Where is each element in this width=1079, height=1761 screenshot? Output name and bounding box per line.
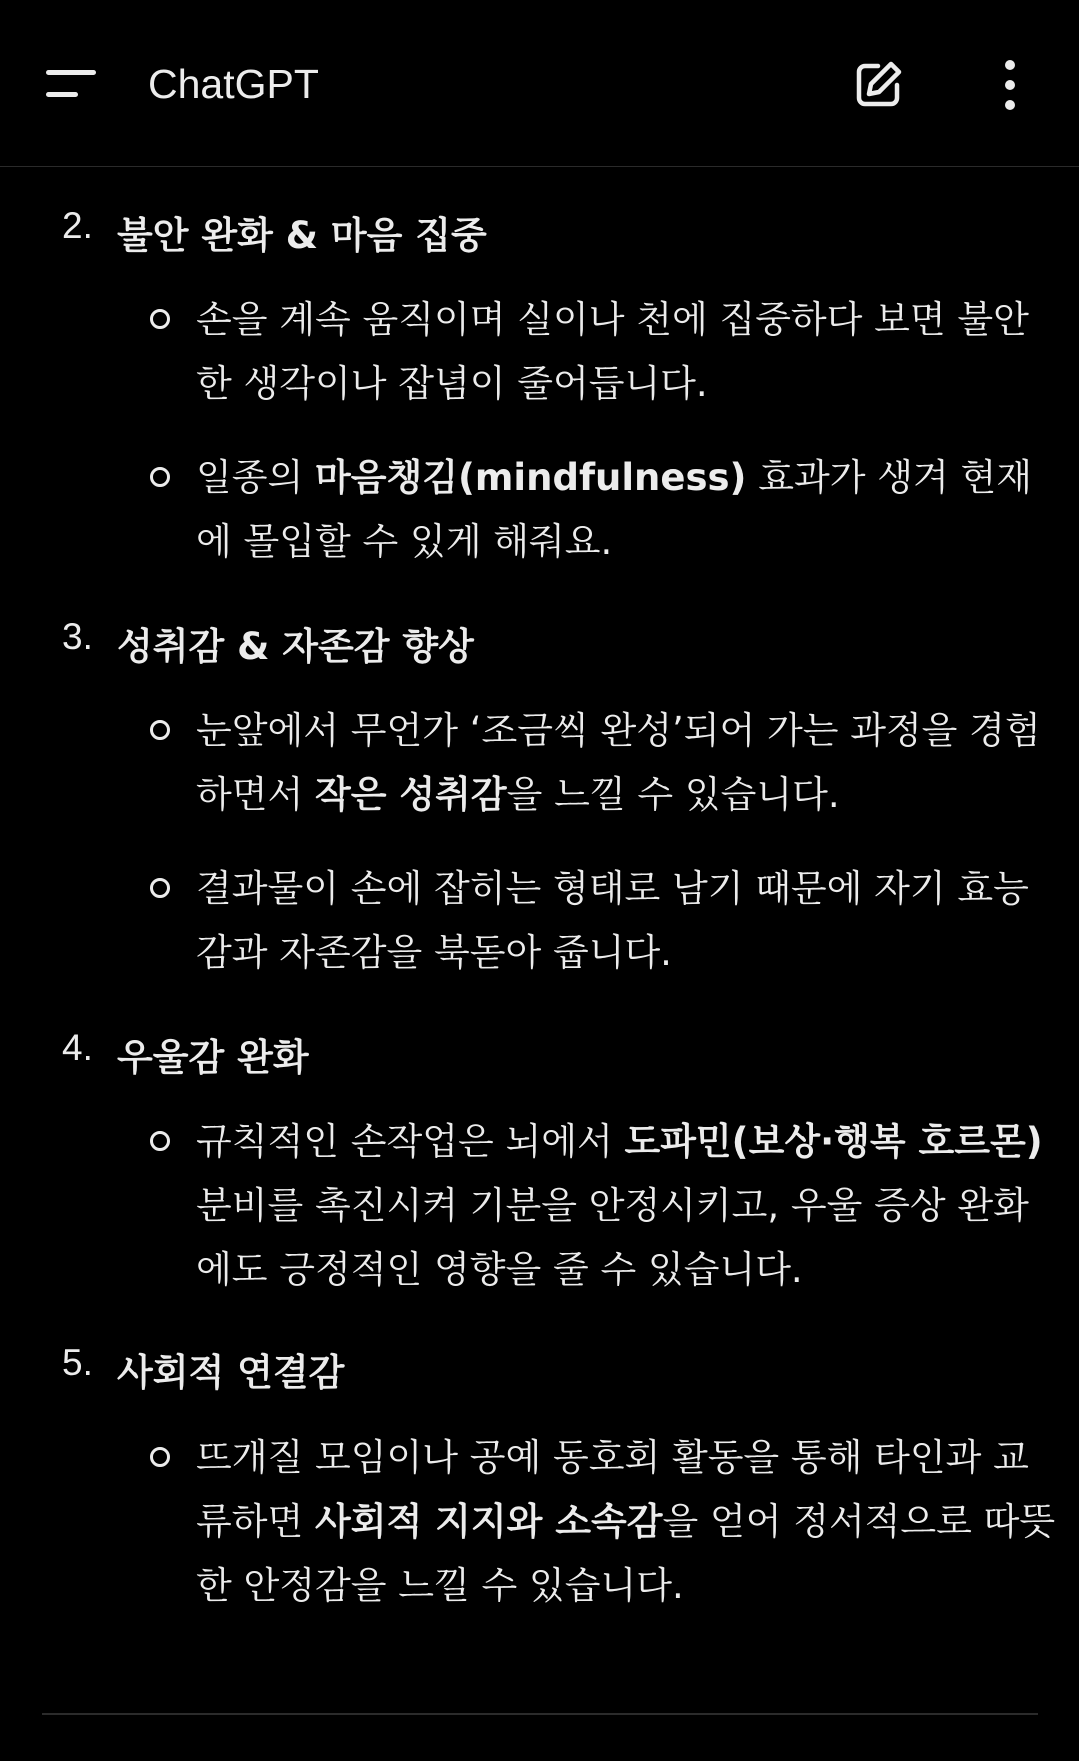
text-segment: 결과물이 손에 잡히는 형태로 남기 때문에 자기 효능감과 자존감을 북돋아 줍니다. <box>196 867 1029 974</box>
list-item <box>196 288 1056 416</box>
section-heading: 불안 완화 & 마음 집중 <box>117 214 487 257</box>
app-title: ChatGPT <box>148 61 319 107</box>
list-number: 5. <box>62 1342 93 1383</box>
text-segment: 을 얻어 정서적으로 따뜻한 안정감을 느낄 수 있습니다. <box>196 1500 1056 1607</box>
text-segment: 을 느낄 수 있습니다. <box>506 773 840 816</box>
list-item <box>196 857 1056 985</box>
section-heading: 사회적 연결감 <box>117 1351 345 1394</box>
list-number: 2. <box>62 205 93 246</box>
list-item <box>196 446 1056 574</box>
list-item <box>196 699 1056 827</box>
text-segment: 규칙적인 손작업은 뇌에서 <box>196 1120 625 1163</box>
text-segment: 뜨개질 모임이나 공예 동호회 활동을 통해 타인과 교류하면 <box>196 1436 1029 1543</box>
text-segment: 일종의 <box>196 456 315 499</box>
bullet-circle-icon <box>150 1131 170 1151</box>
list-number: 3. <box>62 616 93 657</box>
top-bar <box>0 0 1079 167</box>
bullet-circle-icon <box>150 309 170 329</box>
bullet-circle-icon <box>150 720 170 740</box>
text-segment: 눈앞에서 무언가 ‘조금씩 완성’되어 가는 과정을 경험하면서 <box>196 709 1041 816</box>
list-number: 4. <box>62 1027 93 1068</box>
text-segment: 손을 계속 움직이며 실이나 천에 집중하다 보면 불안한 생각이나 잡념이 줄어듭니다. <box>196 298 1029 405</box>
list-item <box>196 1426 1056 1618</box>
menu-icon[interactable] <box>46 62 100 102</box>
section-heading: 우울감 완화 <box>117 1036 309 1079</box>
bold-text: 작은 성취감 <box>315 773 507 816</box>
new-chat-icon[interactable] <box>851 58 905 112</box>
list-item <box>196 1110 1056 1302</box>
bold-text: 마음챙김(mindfulness) <box>315 456 747 499</box>
text-segment: 분비를 촉진시켜 기분을 안정시키고, 우울 증상 완화에도 긍정적인 영향을 줄 수 있습니다. <box>196 1184 1029 1291</box>
bold-text: 사회적 지지와 소속감 <box>315 1500 663 1543</box>
divider <box>42 1713 1038 1715</box>
bullet-circle-icon <box>150 467 170 487</box>
bold-text: 도파민(보상·행복 호르몬) <box>624 1120 1043 1163</box>
bullet-circle-icon <box>150 878 170 898</box>
section-heading: 성취감 & 자존감 향상 <box>117 625 474 668</box>
bullet-circle-icon <box>150 1447 170 1467</box>
more-vertical-icon[interactable] <box>985 58 1031 112</box>
text-segment: 효과가 생겨 현재에 몰입할 수 있게 해줘요. <box>196 456 1032 563</box>
